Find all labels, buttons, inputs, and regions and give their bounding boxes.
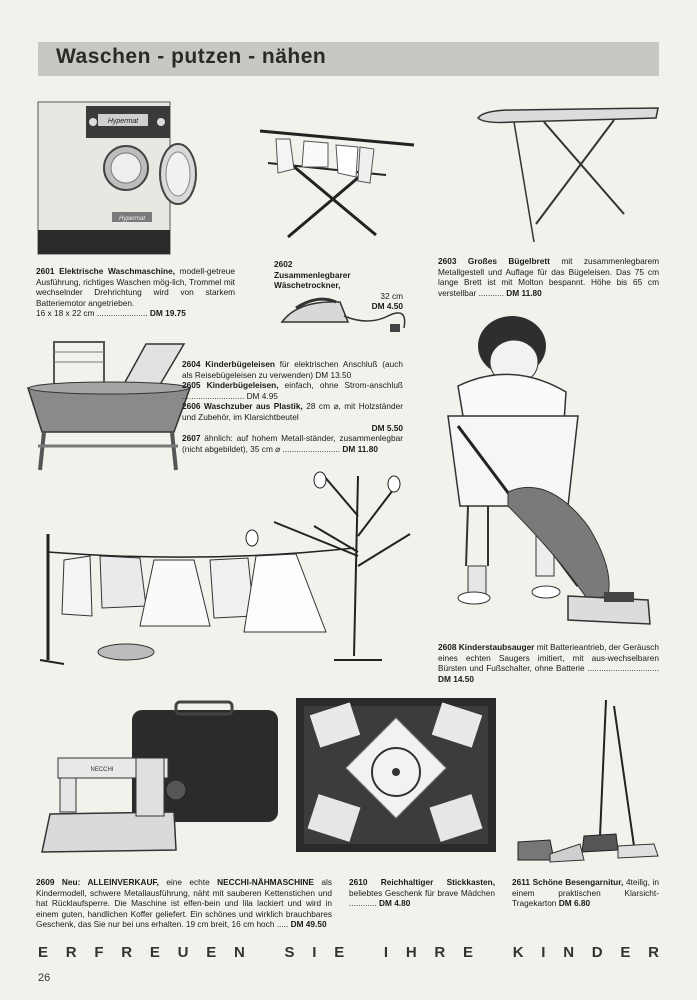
- product-price: DM 4.50: [371, 301, 403, 312]
- product-2608-description: [438, 642, 659, 684]
- product-2603-description: [438, 256, 659, 298]
- slogan-letter: E: [620, 944, 631, 961]
- sewing-machine-brand: NECCHI: [90, 767, 114, 773]
- product-2611-description: [512, 877, 659, 909]
- product-2605-description: [182, 380, 403, 401]
- product-lead: Neu: ALLEINVERKAUF,: [61, 877, 159, 887]
- drying-rack-image: [256, 125, 418, 245]
- product-text-lead: ähnlich: auf hohem Metall-ständer, zusammenlegbar (nicht abgebildet), 35 cm ⌀: [182, 433, 403, 454]
- product-text-2: als Kindermodell, schwere Metallausführung, näht mit sauberen Kettenstichen und hat Rücklaufsperre. Die Maschine ist elfen-bein und lila lackiert und wird in einem guten, handlichen Koffer geliefert. Ein schönes und wirklich brauchbares Geschenk, das Sie nur bei uns erhalten. 19 cm breit, 16 cm hoch: [36, 877, 332, 930]
- footer-slogan: [38, 944, 659, 961]
- page-number: 26: [38, 972, 51, 984]
- slogan-letter: E: [38, 944, 49, 961]
- slogan-letter: N: [563, 944, 575, 961]
- dot-leader: .........................: [282, 443, 341, 454]
- product-name: Kinderstaubsauger: [458, 642, 535, 652]
- dot-leader: ...........: [478, 287, 504, 298]
- slogan-letter: E: [334, 944, 345, 961]
- washing-machine-image: [36, 100, 202, 262]
- product-number: 2607: [182, 433, 201, 444]
- slogan-letter: E: [149, 944, 160, 961]
- slogan-letter: [491, 944, 495, 961]
- product-price: DM 14.50: [438, 673, 474, 684]
- product-number: 2609: [36, 877, 55, 887]
- dot-leader: .....: [276, 919, 289, 930]
- machine-panel-brand: Hypermat: [107, 118, 139, 125]
- section-header-bar: [38, 42, 659, 76]
- slogan-letter: U: [177, 944, 189, 961]
- product-text: einfach, ohne Strom-anschluß: [284, 380, 404, 391]
- product-price: DM 19.75: [149, 308, 186, 319]
- product-text: 28 cm ⌀, mit Holzständer und Zubehör, im Klarsichtbeutel: [182, 401, 404, 422]
- product-name: Kinderbügeleisen: [205, 359, 275, 369]
- slogan-letter: I: [541, 944, 546, 961]
- slogan-letter: E: [206, 944, 217, 961]
- girl-vacuum-illustration: [428, 306, 658, 636]
- product-name: Schöne Besengarnitur,: [532, 877, 624, 887]
- dot-leader: ......................: [96, 308, 148, 319]
- slogan-letter: R: [121, 944, 133, 961]
- toy-iron-image: [278, 286, 408, 344]
- product-2604-description: [182, 359, 403, 380]
- product-size: 16 x 18 x 22 cm: [36, 308, 95, 319]
- product-2601-description: [36, 266, 235, 319]
- product-price: DM 11.80: [342, 443, 378, 454]
- slogan-letter: F: [94, 944, 104, 961]
- dot-leader: ............: [349, 898, 377, 909]
- slogan-letter: H: [405, 944, 417, 961]
- product-price: DM 6.80: [558, 898, 591, 909]
- product-number: 2604: [182, 359, 201, 369]
- product-price: DM 5.50: [371, 422, 403, 433]
- slogan-letter: I: [312, 944, 317, 961]
- product-name: Zusammenlegbarer Wäschetrockner,: [274, 269, 351, 291]
- product-name: Reichhaltiger Stickkasten,: [380, 877, 496, 887]
- product-text: modell-getreue Ausführung, richtiges Waschen mög-lich, Trommel mit wechselnder Drehrichtung wird von starkem Batteriemotor angetrieben.: [36, 266, 235, 308]
- embroidery-kit-image: [296, 698, 496, 852]
- clothesline-illustration: [34, 456, 422, 668]
- slogan-letter: E: [463, 944, 474, 961]
- page-title: Waschen - putzen - nähen: [56, 45, 327, 68]
- product-2609-description: [36, 877, 332, 930]
- product-price: DM 13.50: [315, 369, 352, 380]
- product-name: Großes Bügelbrett: [467, 256, 550, 266]
- broom-set-image: [514, 696, 662, 866]
- product-number: 2610: [349, 877, 368, 887]
- slogan-letter: D: [591, 944, 603, 961]
- ironing-board-image: [474, 104, 662, 250]
- product-name: Elektrische Waschmaschine,: [59, 266, 176, 276]
- product-size: 32 cm: [380, 290, 403, 301]
- slogan-letter: K: [512, 944, 524, 961]
- sewing-machine-image: [36, 700, 282, 866]
- slogan-letter: [362, 944, 366, 961]
- product-text: mit Batterieantrieb, der Geräusch eines echten Saugers imitiert, mit aus-wechselbaren Bürsten und Fußschalter, ohne Batterie: [438, 642, 659, 674]
- product-number: 2603: [438, 256, 457, 266]
- product-text: 4teilig, in einem praktischen Klarsicht-Tragekarton: [512, 877, 659, 909]
- product-number: 2606: [182, 401, 201, 412]
- slogan-letter: N: [234, 944, 245, 961]
- product-number: 2605: [182, 380, 201, 391]
- product-text: beliebtes Geschenk für brave Mädchen: [349, 887, 495, 898]
- product-text: eine echte: [166, 877, 210, 887]
- dot-leader: ...............................: [587, 663, 660, 674]
- product-price: DM 4.95: [246, 390, 278, 401]
- product-number: 2602: [274, 259, 293, 269]
- product-number: 2601: [36, 266, 55, 276]
- product-price: DM 11.80: [506, 287, 542, 298]
- product-price: DM 4.80: [378, 898, 411, 909]
- product-2607-description: [182, 433, 403, 454]
- product-price: DM 49.50: [290, 919, 327, 930]
- slogan-letter: [263, 944, 267, 961]
- slogan-letter: R: [65, 944, 77, 961]
- slogan-letter: I: [383, 944, 389, 961]
- dot-leader: ...........................: [182, 390, 245, 401]
- machine-front-brand: Hypermat: [118, 216, 146, 222]
- product-name: NECCHI-NÄHMASCHINE: [217, 877, 314, 887]
- product-text: mit zusammenlegbarem Metallgestell und Auflage für das Bügeleisen. Das 75 cm lange Brett ist mit Molton bespannt. Höhe bis 65 cm verstellbar: [438, 256, 660, 298]
- product-number: 2608: [438, 642, 457, 652]
- product-name: Kinderbügeleisen,: [206, 380, 279, 391]
- product-2610-description: [349, 877, 495, 909]
- product-text: für elektrischen Anschluß (auch als Reisebügeleisen zu verwenden): [182, 359, 403, 380]
- product-2604-2607-descriptions: [182, 359, 403, 454]
- slogan-letter: S: [284, 944, 295, 961]
- product-number: 2611: [512, 877, 530, 887]
- product-2606-description: [182, 401, 403, 433]
- slogan-letter: R: [648, 944, 659, 961]
- slogan-letter: R: [434, 944, 446, 961]
- product-name: Waschzuber aus Plastik,: [203, 401, 303, 412]
